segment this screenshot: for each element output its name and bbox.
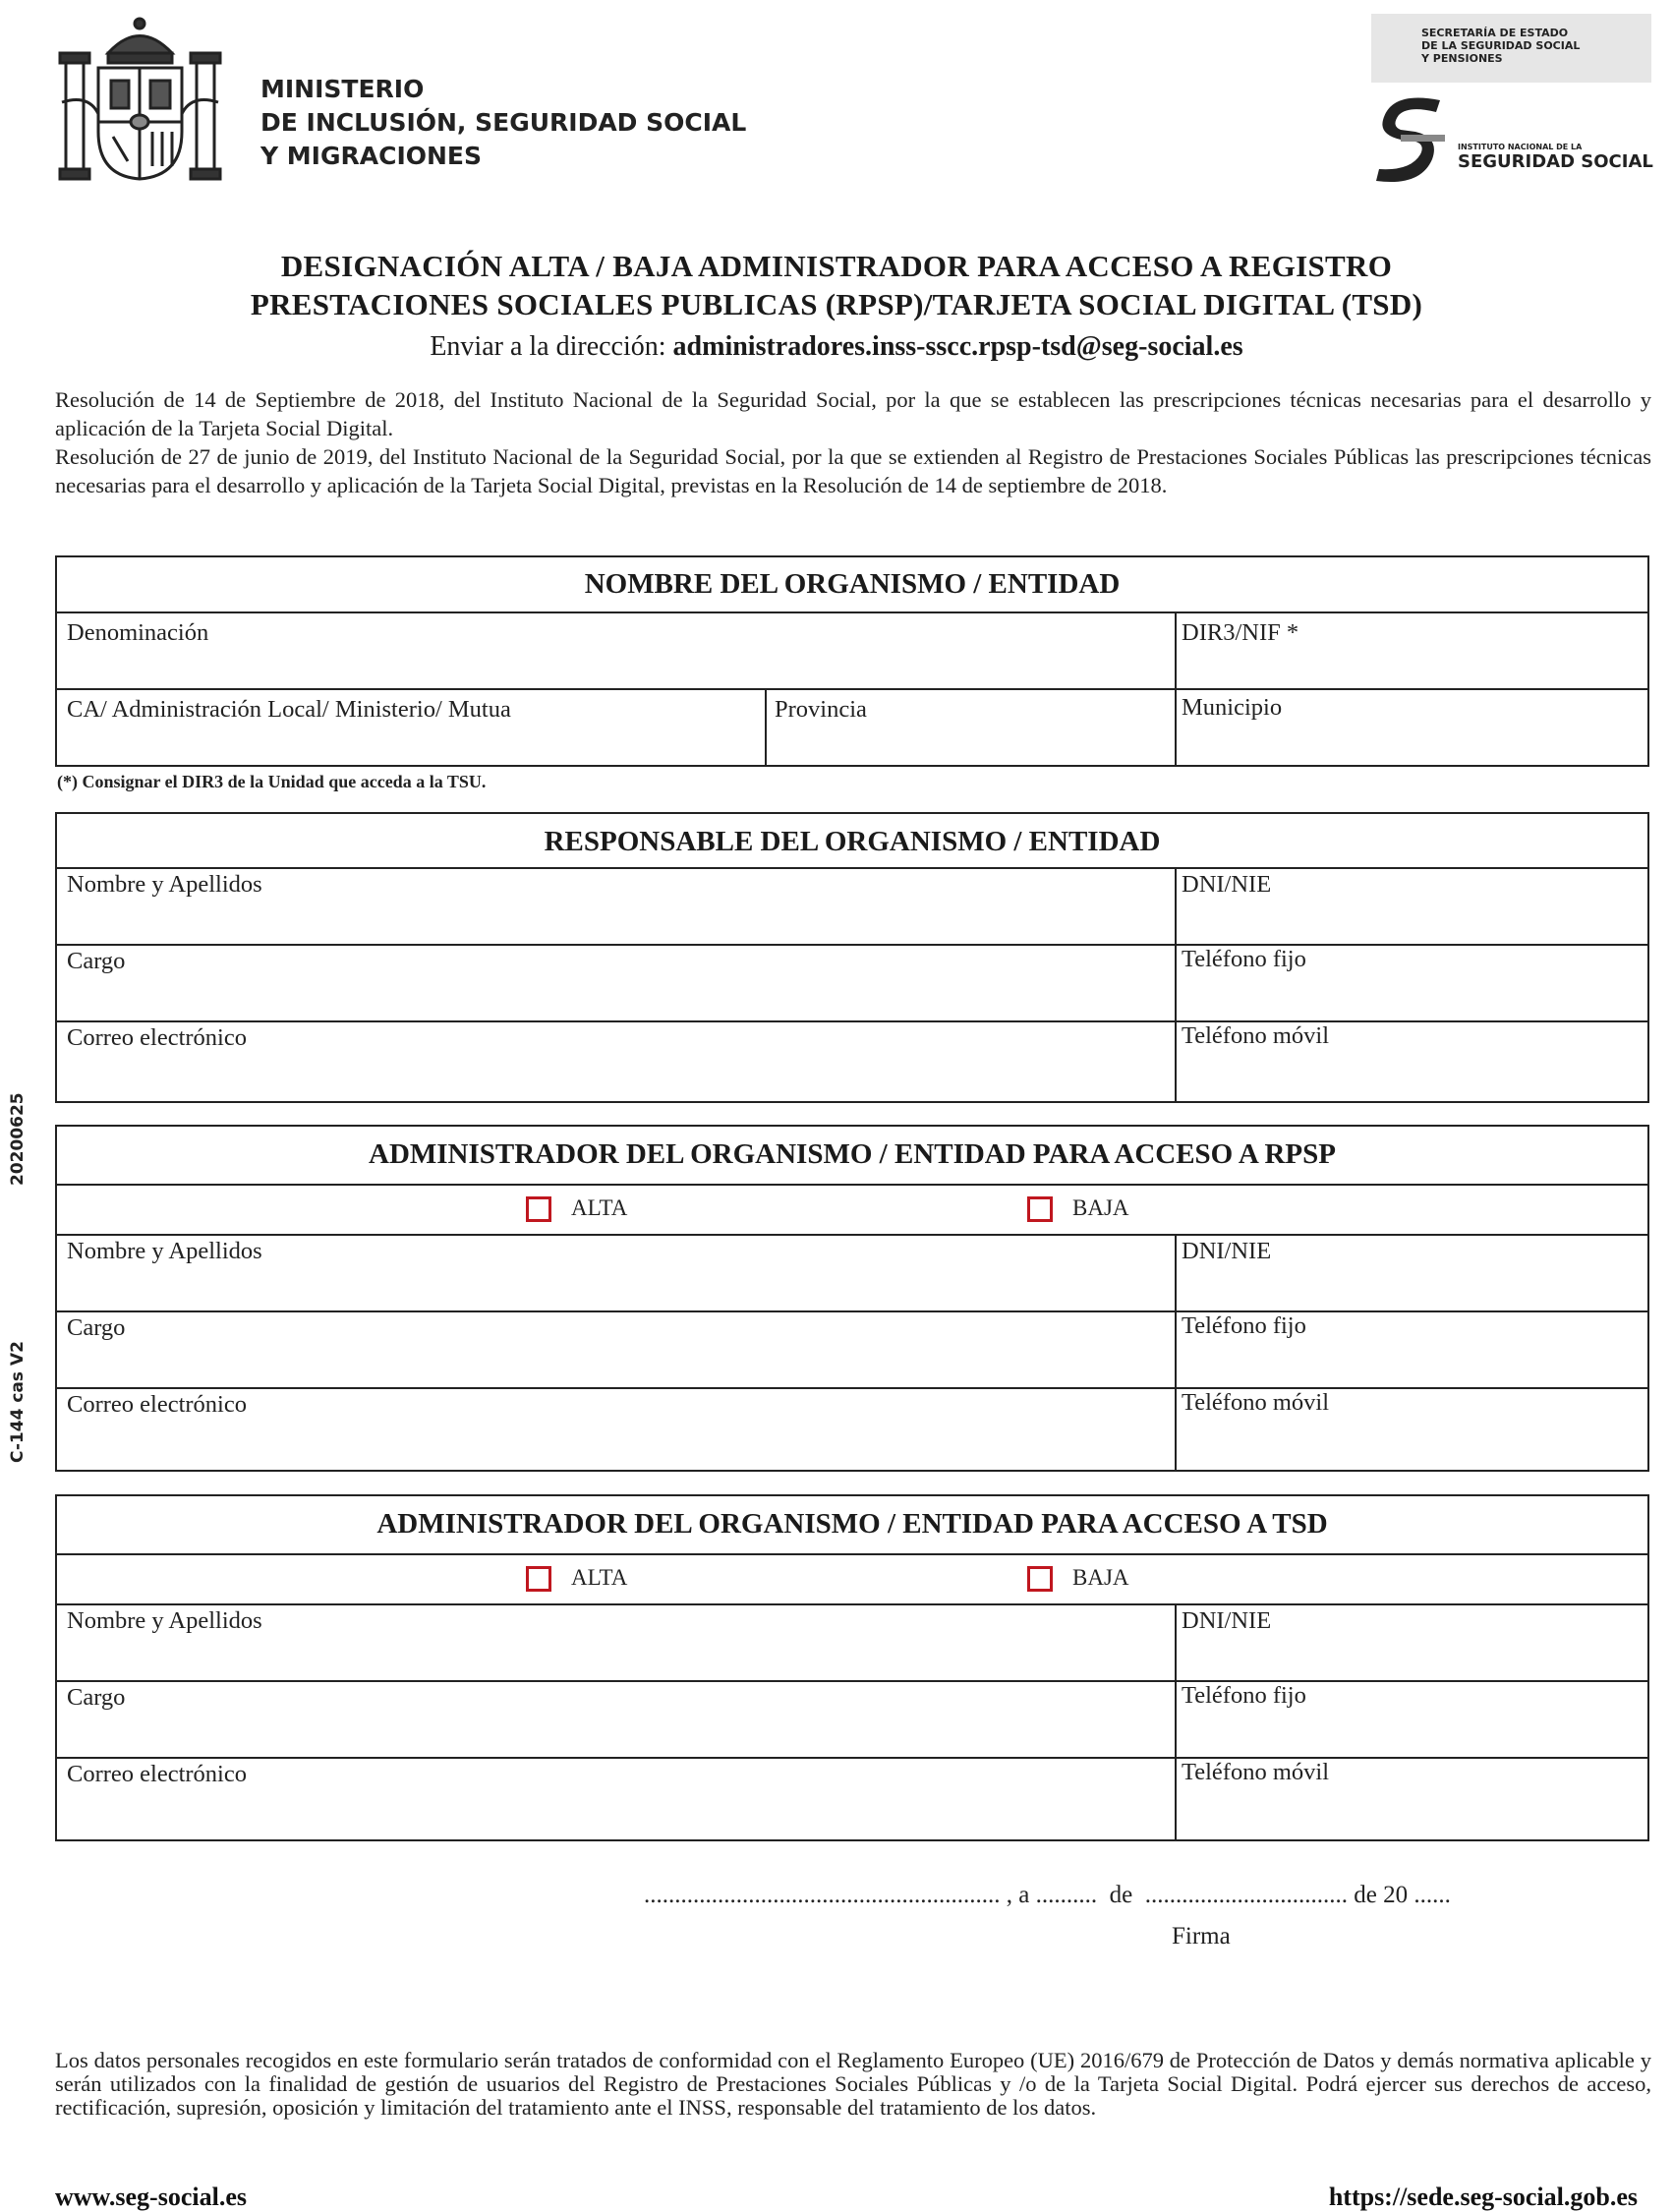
denominacion-field[interactable]: Denominación: [67, 619, 209, 646]
rpsp-row-1: [57, 1236, 1647, 1312]
resp-cargo-field[interactable]: Cargo: [67, 948, 126, 974]
rpsp-row-3: [57, 1389, 1647, 1470]
provincia-field[interactable]: Provincia: [775, 696, 867, 723]
org-row-1: [57, 613, 1647, 690]
rpsp-correo-field[interactable]: Correo electrónico: [67, 1391, 247, 1418]
intro-paragraph-2: Resolución de 27 de junio de 2019, del Instituto Nacional de la Seguridad Social, por la que se extienden al Registro de Prestaciones Sociales Públicas las prescripciones técnicas necesarias para el desarrollo y aplicación de la Tarjeta Social Digital, previstas en la Resolución de 14 de septiembre de 2018.: [55, 444, 1651, 497]
resp-dni-field[interactable]: DNI/NIE: [1182, 871, 1272, 898]
tsd-alta-checkbox[interactable]: [526, 1566, 551, 1592]
dir3-nif-field[interactable]: DIR3/NIF *: [1182, 619, 1299, 646]
resp-nombre-field[interactable]: Nombre y Apellidos: [67, 871, 262, 898]
rpsp-alta-checkbox[interactable]: [526, 1196, 551, 1222]
rpsp-baja-label: BAJA: [1072, 1195, 1129, 1220]
coat-of-arms-logo: [54, 14, 226, 186]
footer-sede-link[interactable]: https://sede.seg-social.gob.es: [1328, 2183, 1638, 2211]
firma-label: Firma: [1172, 1923, 1231, 1950]
ministry-line-3: Y MIGRACIONES: [260, 142, 483, 170]
section-tsd-title: ADMINISTRADOR DEL ORGANISMO / ENTIDAD PARA ACCESO A TSD: [57, 1496, 1647, 1555]
send-prefix: Enviar a la dirección:: [430, 331, 673, 362]
ministry-line-2: DE INCLUSIÓN, SEGURIDAD SOCIAL: [260, 108, 747, 137]
tsd-alta-label: ALTA: [571, 1565, 628, 1590]
rpsp-dni-field[interactable]: DNI/NIE: [1182, 1238, 1272, 1264]
rpsp-cargo-field[interactable]: Cargo: [67, 1314, 126, 1341]
day-dots[interactable]: ..........: [1035, 1882, 1098, 1908]
tsd-row-1: [57, 1605, 1647, 1682]
section-responsable: [55, 812, 1649, 1103]
secretaria-line-1: SECRETARÍA DE ESTADO: [1421, 27, 1569, 39]
year-dots[interactable]: ......: [1413, 1882, 1451, 1908]
ministry-name: [260, 73, 746, 173]
tsd-baja-checkbox[interactable]: [1027, 1566, 1053, 1592]
year-label: de 20: [1354, 1882, 1409, 1908]
de-label: de: [1109, 1882, 1133, 1908]
send-email[interactable]: administradores.inss-sscc.rpsp-tsd@seg-social.es: [672, 331, 1243, 362]
tsd-dni-field[interactable]: DNI/NIE: [1182, 1607, 1272, 1634]
resp-correo-field[interactable]: Correo electrónico: [67, 1024, 247, 1051]
tsd-baja-label: BAJA: [1072, 1565, 1129, 1590]
document-title-line-1: DESIGNACIÓN ALTA / BAJA ADMINISTRADOR PARA ACCESO A REGISTRO: [280, 249, 1393, 283]
rpsp-baja-checkbox[interactable]: [1027, 1196, 1053, 1222]
rpsp-alta-label: ALTA: [571, 1195, 628, 1220]
resp-row-1: [57, 869, 1647, 946]
resp-telefono-fijo-field[interactable]: Teléfono fijo: [1182, 946, 1306, 972]
section-rpsp-title: ADMINISTRADOR DEL ORGANISMO / ENTIDAD PARA ACCESO A RPSP: [57, 1127, 1647, 1186]
tsd-alta-baja-row: [57, 1555, 1647, 1605]
side-code-form: C-144 cas V2: [8, 1341, 28, 1463]
section-responsable-title: RESPONSABLE DEL ORGANISMO / ENTIDAD: [57, 814, 1647, 869]
section-admin-tsd: [55, 1494, 1649, 1841]
section-admin-rpsp: [55, 1125, 1649, 1472]
footer-website-link[interactable]: www.seg-social.es: [55, 2183, 247, 2211]
date-place-line: [644, 1882, 1451, 1909]
tsd-row-3: [57, 1759, 1647, 1839]
ca-administracion-field[interactable]: CA/ Administración Local/ Ministerio/ Mutua: [67, 696, 511, 723]
privacy-notice: Los datos personales recogidos en este formulario serán tratados de conformidad con el Reglamento Europeo (UE) 2016/679 de Protección de Datos y demás normativa aplicable y serán utilizados con la finalidad de gestión de usuarios del Registro de Prestaciones Sociales Públicas y /o de la Tarjeta Social Digital. Podrá ejercer sus derechos de acceso, rectificación, supresión, oposición y limitación del tratamiento ante el INSS, responsable del tratamiento de los datos.: [55, 2048, 1651, 2120]
secretaria-line-2: DE LA SEGURIDAD SOCIAL: [1421, 39, 1581, 52]
month-dots[interactable]: .................................: [1144, 1882, 1348, 1908]
tsd-telefono-movil-field[interactable]: Teléfono móvil: [1182, 1759, 1330, 1785]
inss-small-label: INSTITUTO NACIONAL DE LA: [1458, 143, 1583, 151]
org-row-2: [57, 690, 1647, 765]
side-code-date: 20200625: [8, 1092, 28, 1186]
rpsp-nombre-field[interactable]: Nombre y Apellidos: [67, 1238, 262, 1264]
municipio-field[interactable]: Municipio: [1182, 694, 1283, 721]
secretaria-line-3: Y PENSIONES: [1421, 52, 1503, 65]
tsd-telefono-fijo-field[interactable]: Teléfono fijo: [1182, 1682, 1306, 1709]
rpsp-alta-baja-row: [57, 1186, 1647, 1236]
resp-row-3: [57, 1022, 1647, 1101]
inss-big-label: SEGURIDAD SOCIAL: [1458, 151, 1653, 172]
send-address-line: [0, 331, 1673, 363]
secretaria-text: [1421, 27, 1580, 65]
place-dots[interactable]: ..........................................................: [644, 1882, 1001, 1908]
section-organismo-title: NOMBRE DEL ORGANISMO / ENTIDAD: [57, 557, 1647, 613]
rpsp-row-2: [57, 1312, 1647, 1389]
tsd-nombre-field[interactable]: Nombre y Apellidos: [67, 1607, 262, 1634]
rpsp-telefono-fijo-field[interactable]: Teléfono fijo: [1182, 1312, 1306, 1339]
resp-row-2: [57, 946, 1647, 1022]
dir3-footnote: (*) Consignar el DIR3 de la Unidad que acceda a la TSU.: [57, 772, 487, 791]
document-title-line-2: PRESTACIONES SOCIALES PUBLICAS (RPSP)/TARJETA SOCIAL DIGITAL (TSD): [250, 287, 1423, 321]
resp-telefono-movil-field[interactable]: Teléfono móvil: [1182, 1022, 1330, 1049]
a-label: , a: [1006, 1882, 1030, 1908]
tsd-cargo-field[interactable]: Cargo: [67, 1684, 126, 1711]
tsd-row-2: [57, 1682, 1647, 1759]
section-organismo: [55, 555, 1649, 767]
tsd-correo-field[interactable]: Correo electrónico: [67, 1761, 247, 1787]
seguridad-social-logo: [1371, 90, 1450, 184]
rpsp-telefono-movil-field[interactable]: Teléfono móvil: [1182, 1389, 1330, 1416]
intro-paragraph-1: Resolución de 14 de Septiembre de 2018, del Instituto Nacional de la Seguridad Social, por la que se establecen las prescripciones técnicas necesarias para el desarrollo y aplicación de la Tarjeta Social Digital.: [55, 387, 1651, 440]
ministry-line-1: MINISTERIO: [260, 75, 425, 103]
